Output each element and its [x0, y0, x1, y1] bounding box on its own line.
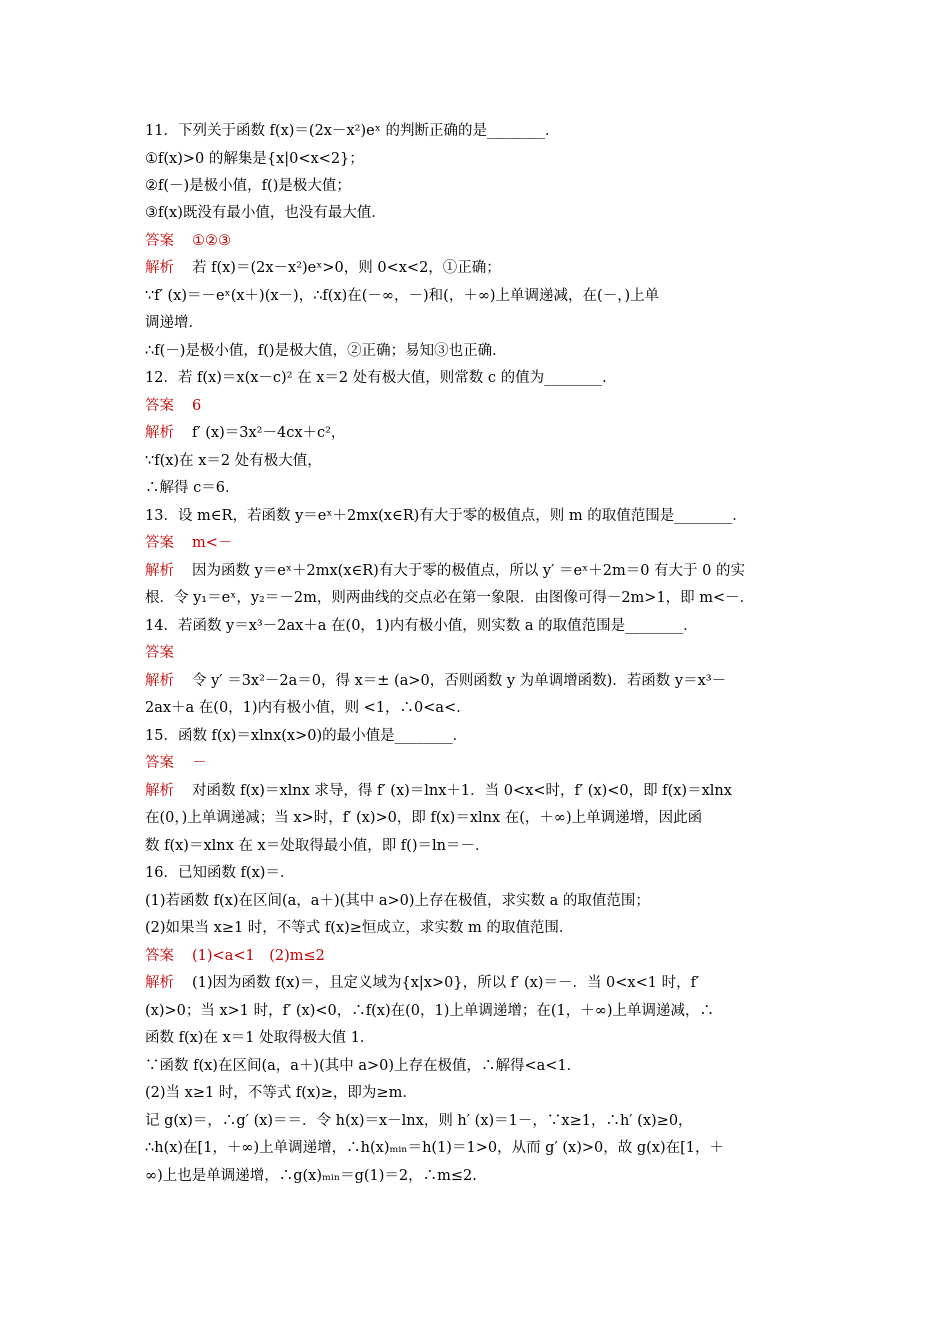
answer-value: 6 [192, 398, 202, 414]
analysis-text: 对函数 f(x)＝xlnx 求导，得 f′ (x)＝lnx＋1．当 0<x<时，f′ (x)<0，即 f(x)＝xlnx [192, 783, 732, 799]
analysis-line [145, 258, 810, 278]
answer-line [145, 753, 810, 773]
analysis-line [145, 781, 810, 801]
text-line: 调递增． [145, 315, 203, 331]
answer-line [145, 231, 810, 251]
analysis-label: 解析 [145, 975, 174, 991]
answer-value: m<－ [192, 535, 233, 551]
text-line: 记 g(x)＝，∴g′ (x)＝＝．令 h(x)＝x－lnx，则 h′ (x)＝1－，∵x≥1，∴h′ (x)≥0， [145, 1113, 693, 1129]
text-line: ②f(－)是极小值，f()是极大值； [145, 178, 351, 194]
text-line: (2)当 x≥1 时，不等式 f(x)≥，即为≥m． [145, 1085, 417, 1101]
text-line: 11．下列关于函数 f(x)＝(2x－x²)eˣ 的判断正确的是________． [145, 123, 560, 139]
analysis-text: f′ (x)＝3x²－4cx＋c²， [192, 425, 346, 441]
answer-value: － [192, 755, 207, 771]
text-line: (1)若函数 f(x)在区间(a，a＋)(其中 a>0)上存在极值，求实数 a 的取值范围； [145, 893, 650, 909]
answer-value: (1)<a<1 (2)m≤2 [192, 948, 325, 964]
text-line: (2)如果当 x≥1 时，不等式 f(x)≥恒成立，求实数 m 的取值范围． [145, 920, 574, 936]
answer-label: 答案 [145, 535, 174, 551]
text-line: 16．已知函数 f(x)＝． [145, 865, 295, 881]
text-line: 2ax＋a 在(0，1)内有极小值，则 <1，∴0<a<． [145, 700, 471, 716]
analysis-label: 解析 [145, 673, 174, 689]
text-line: 函数 f(x)在 x＝1 处取得极大值 1． [145, 1030, 375, 1046]
text-line: ①f(x)>0 的解集是{x|0<x<2}； [145, 151, 364, 167]
text-line: ∴解得 c＝6． [145, 480, 240, 496]
text-line: 根．令 y₁＝eˣ，y₂＝－2m，则两曲线的交点必在第一象限．由图像可得－2m>1，即 m<－． [145, 590, 755, 606]
analysis-label: 解析 [145, 260, 174, 276]
analysis-label: 解析 [145, 783, 174, 799]
analysis-line [145, 423, 810, 443]
text-line: 12．若 f(x)＝x(x－c)² 在 x＝2 处有极大值，则常数 c 的值为________． [145, 370, 617, 386]
answer-label: 答案 [145, 398, 174, 414]
text-line: ∞)上也是单调递增，∴g(x)ₘᵢₙ＝g(1)＝2，∴m≤2. [145, 1168, 477, 1184]
analysis-label: 解析 [145, 425, 174, 441]
text-line: 13．设 m∈R，若函数 y＝eˣ＋2mx(x∈R)有大于零的极值点，则 m 的取值范围是________． [145, 508, 747, 524]
text-line: 15．函数 f(x)＝xlnx(x>0)的最小值是________． [145, 728, 468, 744]
text-line: 数 f(x)＝xlnx 在 x＝处取得最小值，即 f()＝ln＝－． [145, 838, 490, 854]
text-line: 14．若函数 y＝x³－2ax＋a 在(0，1)内有极小值，则实数 a 的取值范围是________． [145, 618, 698, 634]
text-line: ③f(x)既没有最小值，也没有最大值． [145, 205, 386, 221]
answer-value: ①②③ [192, 233, 231, 249]
answer-line [145, 533, 810, 553]
text-line: 在(0，)上单调递减；当 x>时，f′ (x)>0，即 f(x)＝xlnx 在(，＋∞)上单调递增，因此函 [145, 810, 703, 826]
analysis-text: 因为函数 y＝eˣ＋2mx(x∈R)有大于零的极值点，所以 y′ ＝eˣ＋2m＝0 有大于 0 的实 [192, 563, 746, 579]
answer-label: 答案 [145, 755, 174, 771]
answer-label: 答案 [145, 948, 174, 964]
answer-line [145, 396, 810, 416]
answer-label: 答案 [145, 233, 174, 249]
text-line: ∴h(x)在[1，＋∞)上单调递增，∴h(x)ₘᵢₙ＝h(1)＝1>0，从而 g′ (x)>0，故 g(x)在[1，＋ [145, 1140, 724, 1156]
text-line: (x)>0；当 x>1 时，f′ (x)<0，∴f(x)在(0，1)上单调递增；在(1，＋∞)上单调递减，∴ [145, 1003, 715, 1019]
analysis-text: (1)因为函数 f(x)＝，且定义域为{x|x>0}，所以 f′ (x)＝－．当 0<x<1 时，f′ [192, 975, 700, 991]
analysis-line [145, 561, 810, 581]
answer-line [145, 946, 810, 966]
analysis-line [145, 973, 810, 993]
text-line: ∵f′ (x)＝－eˣ(x＋)(x－)，∴f(x)在(－∞，－)和(，＋∞)上单调递减，在(－，)上单 [145, 288, 660, 304]
answer-line [145, 643, 810, 663]
text-line: ∵函数 f(x)在区间(a，a＋)(其中 a>0)上存在极值，∴解得<a<1． [145, 1058, 582, 1074]
text-line: ∵f(x)在 x＝2 处有极大值， [145, 453, 322, 469]
analysis-text: 若 f(x)＝(2x－x²)eˣ>0，则 0<x<2，①正确； [192, 260, 501, 276]
analysis-label: 解析 [145, 563, 174, 579]
answer-label: 答案 [145, 645, 174, 661]
analysis-text: 令 y′ ＝3x²－2a＝0，得 x＝± (a>0，否则函数 y 为单调增函数)．若函数 y＝x³－ [192, 673, 727, 689]
analysis-line [145, 671, 810, 691]
text-line: ∴f(－)是极小值，f()是极大值，②正确；易知③也正确． [145, 343, 507, 359]
